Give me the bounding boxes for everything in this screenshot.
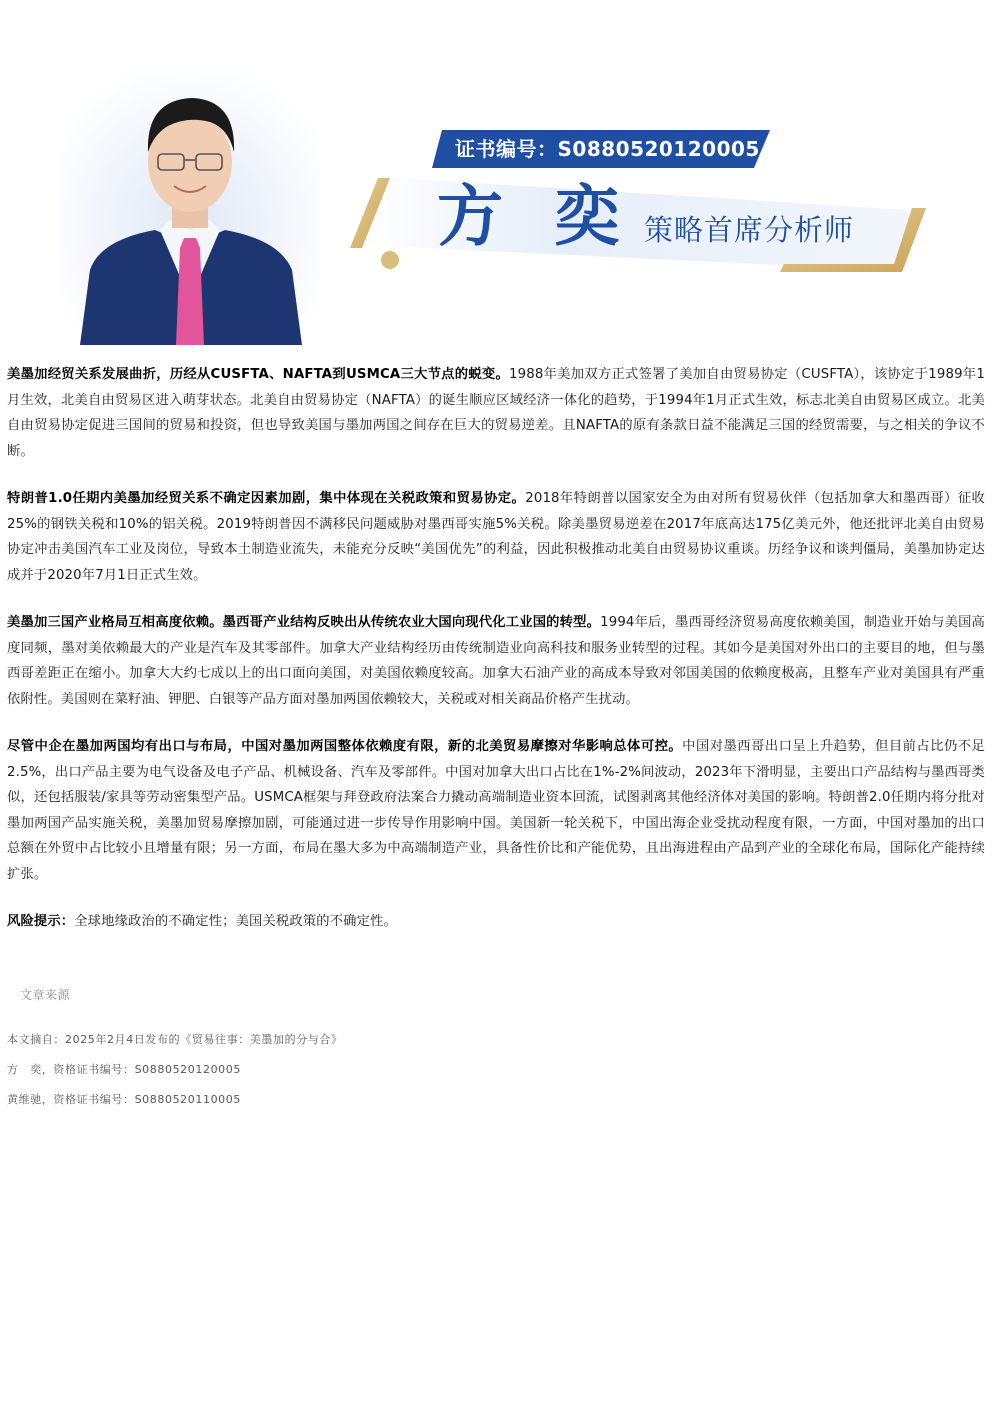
paragraph-text: 1988年美加双方正式签署了美加自由贸易协定（CUSFTA），该协定于1989年1月生效，北美自由贸易区进入萌芽状态。北美自由贸易协定（NAFTA）的诞生顺应区域经济一体化的趋势，于1994年1月正式生效，标志北美自由贸易区成立。北美自由贸易协定促进三国间的贸易和投资，但也导致美国与墨加两国之间存在巨大的贸易逆差。且NAFTA的原有条款日益不能满足三国的经贸需要，与之相关的争议不断。 bbox=[7, 367, 985, 459]
source-author-line: 方 奕，资格证书编号：S0880520120005 bbox=[7, 1063, 241, 1076]
paragraph-lead: 尽管中企在墨加两国均有出口与布局，中国对墨加两国整体依赖度有限，新的北美贸易摩擦对华影响总体可控。 bbox=[7, 739, 683, 754]
source-author-line: 黄维驰，资格证书编号：S0880520110005 bbox=[7, 1093, 241, 1106]
paragraph-text: 2018年特朗普以国家安全为由对所有贸易伙伴（包括加拿大和墨西哥）征收25%的钢铁关税和10%的铝关税。2019特朗普因不满移民问题威胁对墨西哥实施5%关税。除美墨贸易逆差在2017年底高达175亿美元外，他还批评北美自由贸易协定冲击美国汽车工业及岗位，导致本土制造业流失，未能充分反映“美国优先”的利益，因此积极推动北美自由贸易协议重谈。历经争议和谈判僵局，美墨加协定达成并于2020年7月1日正式生效。 bbox=[7, 491, 985, 583]
analyst-banner bbox=[0, 0, 992, 345]
certificate-number: 证书编号：S0880520120005 bbox=[455, 137, 760, 161]
paragraph-text: 1994年后，墨西哥经济贸易高度依赖美国，制造业开始与美国高度同频，墨对美依赖最大的产业是汽车及其零部件。加拿大产业结构经历由传统制造业向高科技和服务业转型的过程。其如今是美国对外出口的主要目的地，但与墨西哥差距正在缩小。加拿大大约七成以上的出口面向美国，对美国依赖度较高。加拿大石油产业的高成本导致对邻国美国的依赖度极高，且整车产业对美国具有严重依附性。美国则在菜籽油、钾肥、白银等产品方面对墨加两国依赖较大，关税或对相关商品价格产生扰动。 bbox=[7, 615, 985, 707]
source-excerpt-note: 本文摘自：2025年2月4日发布的《贸易往事：美墨加的分与合》 bbox=[7, 1033, 343, 1046]
risk-text: 全球地缘政治的不确定性；美国关税政策的不确定性。 bbox=[74, 914, 397, 929]
paragraph-industry-dependence bbox=[7, 610, 985, 712]
article-body bbox=[7, 362, 985, 957]
paragraph-trump-first-term bbox=[7, 486, 985, 588]
source-label: 文章来源 bbox=[20, 988, 71, 1002]
analyst-portrait bbox=[60, 70, 320, 345]
paragraph-china-impact bbox=[7, 734, 985, 887]
risk-warning bbox=[7, 909, 985, 935]
analyst-title: 策略首席分析师 bbox=[644, 213, 855, 247]
analyst-name: 方 奕 bbox=[437, 177, 634, 255]
risk-label: 风险提示： bbox=[7, 914, 75, 929]
paragraph-lead: 美墨加三国产业格局互相高度依赖。墨西哥产业结构反映出从传统农业大国向现代化工业国的转型。 bbox=[7, 615, 601, 630]
paragraph-cusfta-nafta-usmca bbox=[7, 362, 985, 464]
paragraph-lead: 美墨加经贸关系发展曲折，历经从CUSFTA、NAFTA到USMCA三大节点的蜕变。 bbox=[7, 367, 510, 382]
paragraph-lead: 特朗普1.0任期内美墨加经贸关系不确定因素加剧，集中体现在关税政策和贸易协定。 bbox=[7, 491, 526, 506]
paragraph-text: 中国对墨西哥出口呈上升趋势，但目前占比仍不足2.5%，出口产品主要为电气设备及电子产品、机械设备、汽车及零部件。中国对加拿大出口占比在1%-2%间波动，2023年下滑明显，主要出口产品结构与墨西哥类似，还包括服装/家具等劳动密集型产品。USMCA框架与拜登政府法案合力撬动高端制造业资本回流，试图剥离其他经济体对美国的影响。特朗普2.0任期内将分批对墨加两国产品实施关税，美墨加贸易摩擦加剧，可能通过进一步传导作用影响中国。美国新一轮关税下，中国出海企业受扰动程度有限，一方面，中国对墨加的出口总额在外贸中占比较小且增量有限；另一方面，布局在墨大多为中高端制造产业，具备性价比和产能优势，且出海进程由产品到产业的全球化布局，国际化产能持续扩张。 bbox=[7, 739, 985, 882]
